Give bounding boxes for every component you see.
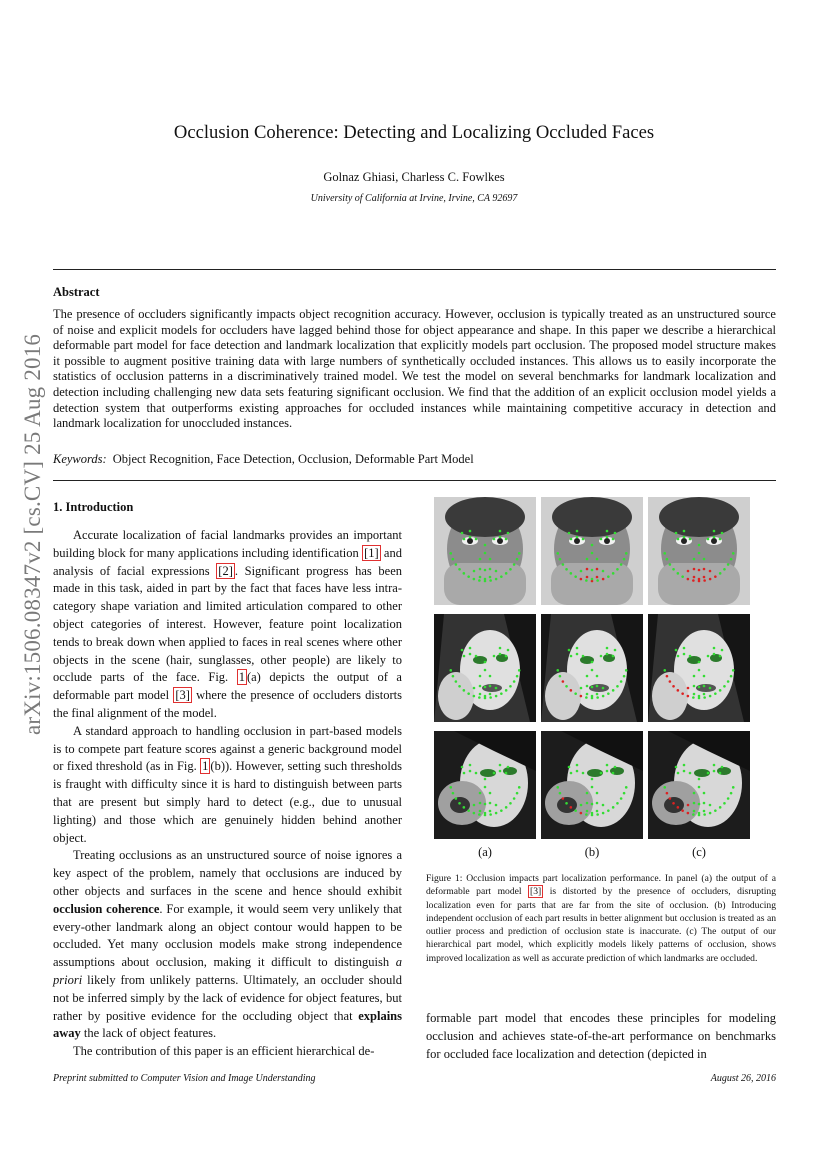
panel-label-b: (b) — [584, 845, 600, 859]
citation-link[interactable]: [3] — [175, 688, 190, 703]
face-image-woman-a — [434, 614, 536, 722]
footer-date: August 26, 2016 — [710, 1073, 776, 1084]
face-image-girl-a — [434, 731, 536, 839]
abstract-text: The presence of occluders significantly impacts object recognition accuracy. However, occlusion is typically treated as an unstructured source of noise and explicit models for occluders have lagged behind those for object appearance and shape. In this paper we describe a hierarchical deformable part model for face detection and landmark localization that explicitly models part occlusion. The proposed model structure makes it possible to augment positive training data with large numbers of synthetically occluded instances. This allows us to easily incorporate the statistics of occlusion patterns in a discriminatively trained model. We test the model on several benchmarks for landmark localization and detection including challenging new data sets featuring significant occlusion. We find that the addition of an explicit occlusion model yields a detection system that outperforms existing approaches for occluded instances while maintaining competitive accuracy in detection and landmark localization for unoccluded instances. — [53, 307, 776, 431]
paragraph-3: Treating occlusions as an unstructured source of noise ignores a key aspect of the problem, namely that occlusions are induced by other objects and surfaces in the scene and hence should exhibit occlusion coherence. For example, it would seem very unlikely that every-other landmark along an object contour would happen to be occluded. Yet many occlusion models make strong independence assumptions about occlusion, making it difficult to distinguish a priori likely from unlikely patterns. Ultimately, an occluder should not be inferred simply by the lack of evidence for object features, but rather by positive evidence for the occluding object that explains away the lack of object features. — [53, 848, 402, 1041]
figure-panel — [541, 497, 643, 605]
face-image-girl-c — [648, 731, 750, 839]
panel-label-a: (a) — [478, 845, 492, 859]
citation-link[interactable]: [3] — [530, 886, 542, 898]
figure-panel — [541, 731, 643, 839]
citation-link[interactable]: [2] — [218, 563, 233, 578]
keywords-label: Keywords: — [53, 452, 107, 466]
continued-text: formable part model that encodes these principles for modeling occlusion and achieves state-of-the-art performance on benchmarks for occluded face localization and detection (depicted in — [426, 1011, 776, 1061]
figure-link[interactable]: 1 — [202, 759, 209, 774]
keywords-text: Object Recognition, Face Detection, Occlusion, Deformable Part Model — [112, 452, 474, 466]
paragraph-2: A standard approach to handling occlusion in part-based models is to compete part feature scores against a generic background model or fixed threshold (as in Fig. 1 (b)). However, setting such thresholds is fraught with difficulty since it is hard to distinguish between parts that are present but simply hard to detect (e.g., due to unusual lighting) and those which are genuinely hidden behind another object. — [53, 723, 402, 845]
keywords — [53, 452, 474, 467]
figure-panel — [434, 731, 536, 839]
paragraph-4: The contribution of this paper is an efficient hierarchical de- — [73, 1044, 375, 1059]
face-image-boy-c — [648, 497, 750, 605]
section-heading: 1. Introduction — [53, 500, 134, 514]
top-rule — [53, 269, 776, 270]
paragraph-1: Accurate localization of facial landmarks provides an important building block for many applications including identification [1] and analysis of facial expressions [2] . Significant progress has been made in this task, aided in part by the fact that faces have less intra-category shape variation and limited articulation compared to other object categories of interest. However, feature point localization tends to break down when applied to faces in real scenes where other objects in the scene (hair, sunglasses, other people) are likely to occlude parts of the face. Fig. 1 (a) depicts the output of a deformable part model [3] where the presence of occluders distorts the final alignment of the model. — [53, 528, 402, 720]
authors: Golnaz Ghiasi, Charless C. Fowlkes — [323, 170, 505, 184]
affiliation: University of California at Irvine, Irvine, CA 92697 — [310, 193, 518, 204]
footer-journal: Preprint submitted to Computer Vision and Image Understanding — [53, 1073, 316, 1084]
face-image-woman-b — [541, 614, 643, 722]
face-image-girl-b — [541, 731, 643, 839]
citation-link[interactable]: [1] — [364, 545, 379, 560]
face-image-boy-b — [541, 497, 643, 605]
intro-column — [53, 527, 402, 1061]
figure-panel — [648, 614, 750, 722]
face-image-boy-a — [434, 497, 536, 605]
figure-link[interactable]: 1 — [238, 670, 245, 685]
bottom-rule — [53, 480, 776, 481]
figure-panel — [648, 497, 750, 605]
figure-panel — [648, 731, 750, 839]
figure-panel — [434, 497, 536, 605]
arxiv-identifier: arXiv:1506.08347v2 [cs.CV] 25 Aug 2016 — [20, 333, 45, 735]
face-image-woman-c — [648, 614, 750, 722]
figure-caption: Figure 1: Occlusion impacts part localization performance. In panel (a) the output of a deformable part model [3] is distorted by the presence of occluders, disrupting localization even for parts that are far from the site of occlusion. (b) Introducing independent occlusion of each part results in better alignment but occlusion is treated as an outlier process and prediction of occlusion state is inaccurate. (c) The output of our hierarchical part model, which explicitly models likely patterns of occlusion, shows improved localization as well as accurate prediction of which landmarks are occluded. — [426, 873, 776, 964]
panel-label-c: (c) — [692, 845, 706, 859]
paper-title: Occlusion Coherence: Detecting and Localizing Occluded Faces — [173, 122, 655, 143]
figure-panel — [541, 614, 643, 722]
figure-panel — [434, 614, 536, 722]
figure-1 — [434, 497, 750, 837]
abstract-heading: Abstract — [53, 285, 100, 299]
